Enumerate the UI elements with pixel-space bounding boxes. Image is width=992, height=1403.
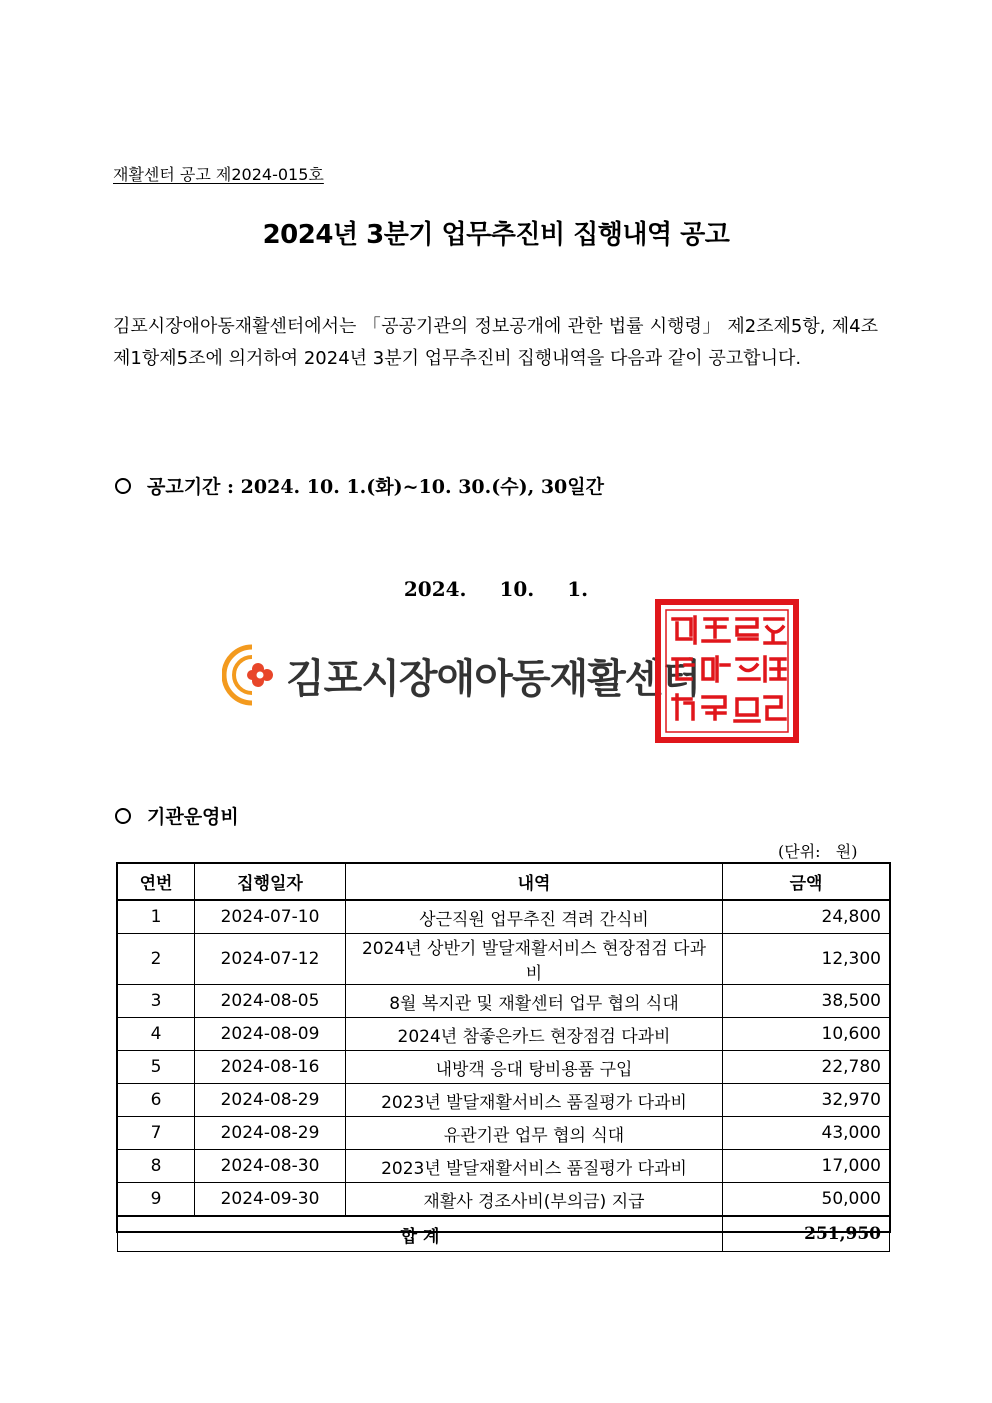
- table-row: [118, 1051, 890, 1084]
- notice-period: 공고기간 : 2024. 10. 1.(화)~10. 30.(수), 30일간: [147, 476, 604, 498]
- row-amount: 50,000: [723, 1183, 890, 1217]
- row-no: 6: [118, 1084, 195, 1117]
- header-no: 연번: [118, 864, 195, 901]
- row-amount: 22,780: [723, 1051, 890, 1084]
- intro-paragraph: 김포시장애아동재활센터에서는 「공공기관의 정보공개에 관한 법률 시행령」 제2조제5항, 제4조제1항제5조에 의거하여 2024년 3분기 업무추진비 집행내역을 다음과 같이 공고합니다.: [113, 316, 878, 369]
- table-header-row: [118, 864, 890, 901]
- table-row: [118, 1018, 890, 1051]
- row-desc: 2023년 발달재활서비스 품질평가 다과비: [346, 1084, 723, 1117]
- row-amount: 32,970: [723, 1084, 890, 1117]
- row-amount: 10,600: [723, 1018, 890, 1051]
- row-no: 2: [118, 934, 195, 985]
- row-date: 2024-08-09: [195, 1018, 346, 1051]
- row-no: 5: [118, 1051, 195, 1084]
- notice-period-line: [115, 472, 604, 499]
- row-no: 9: [118, 1183, 195, 1217]
- row-desc: 2024년 참좋은카드 현장점검 다과비: [346, 1018, 723, 1051]
- table-row: [118, 934, 890, 985]
- notice-number: 재활센터 공고 제2024-015호: [113, 165, 324, 184]
- org-logo-icon: [222, 643, 278, 707]
- row-desc: 내방객 응대 탕비용품 구입: [346, 1051, 723, 1084]
- header-desc: 내역: [346, 864, 723, 901]
- total-amount: 251,950: [723, 1216, 890, 1252]
- row-date: 2024-07-10: [195, 900, 346, 934]
- row-desc: 8월 복지관 및 재활센터 업무 협의 식대: [346, 985, 723, 1018]
- row-no: 1: [118, 900, 195, 934]
- row-no: 3: [118, 985, 195, 1018]
- header-amount: 금액: [723, 864, 890, 901]
- row-date: 2024-08-29: [195, 1084, 346, 1117]
- table-total-row: [118, 1216, 890, 1252]
- row-amount: 24,800: [723, 900, 890, 934]
- row-date: 2024-08-16: [195, 1051, 346, 1084]
- expense-table: [117, 863, 890, 1252]
- row-date: 2024-08-29: [195, 1117, 346, 1150]
- header-date: 집행일자: [195, 864, 346, 901]
- row-no: 7: [118, 1117, 195, 1150]
- row-amount: 12,300: [723, 934, 890, 985]
- row-date: 2024-07-12: [195, 934, 346, 985]
- row-desc: 2024년 상반기 발달재활서비스 현장점검 다과비: [346, 934, 723, 985]
- row-desc: 상근직원 업무추진 격려 간식비: [346, 900, 723, 934]
- row-desc: 2023년 발달재활서비스 품질평가 다과비: [346, 1150, 723, 1183]
- row-no: 8: [118, 1150, 195, 1183]
- circle-bullet-icon: [115, 478, 131, 494]
- official-seal-stamp: [655, 599, 799, 743]
- row-no: 4: [118, 1018, 195, 1051]
- row-date: 2024-08-30: [195, 1150, 346, 1183]
- circle-bullet-icon: [115, 808, 131, 824]
- table-row: [118, 1183, 890, 1217]
- section-heading: [115, 802, 239, 829]
- notice-date: 2024. 10. 1.: [403, 577, 589, 601]
- row-amount: 38,500: [723, 985, 890, 1018]
- org-logo-text: 김포시장애아동재활센터: [286, 655, 701, 702]
- row-desc: 유관기관 업무 협의 식대: [346, 1117, 723, 1150]
- total-label: 합 계: [118, 1216, 723, 1252]
- row-date: 2024-09-30: [195, 1183, 346, 1217]
- table-row: [118, 900, 890, 934]
- table-row: [118, 1084, 890, 1117]
- org-logo: [222, 643, 700, 707]
- table-row: [118, 1117, 890, 1150]
- official-seal: [655, 599, 799, 743]
- section-title: 기관운영비: [147, 806, 239, 828]
- document-title: 2024년 3분기 업무추진비 집행내역 공고: [262, 220, 730, 250]
- unit-label: (단위: 원): [778, 842, 858, 861]
- table-row: [118, 985, 890, 1018]
- row-amount: 43,000: [723, 1117, 890, 1150]
- row-desc: 재활사 경조사비(부의금) 지급: [346, 1183, 723, 1217]
- row-date: 2024-08-05: [195, 985, 346, 1018]
- row-amount: 17,000: [723, 1150, 890, 1183]
- table-row: [118, 1150, 890, 1183]
